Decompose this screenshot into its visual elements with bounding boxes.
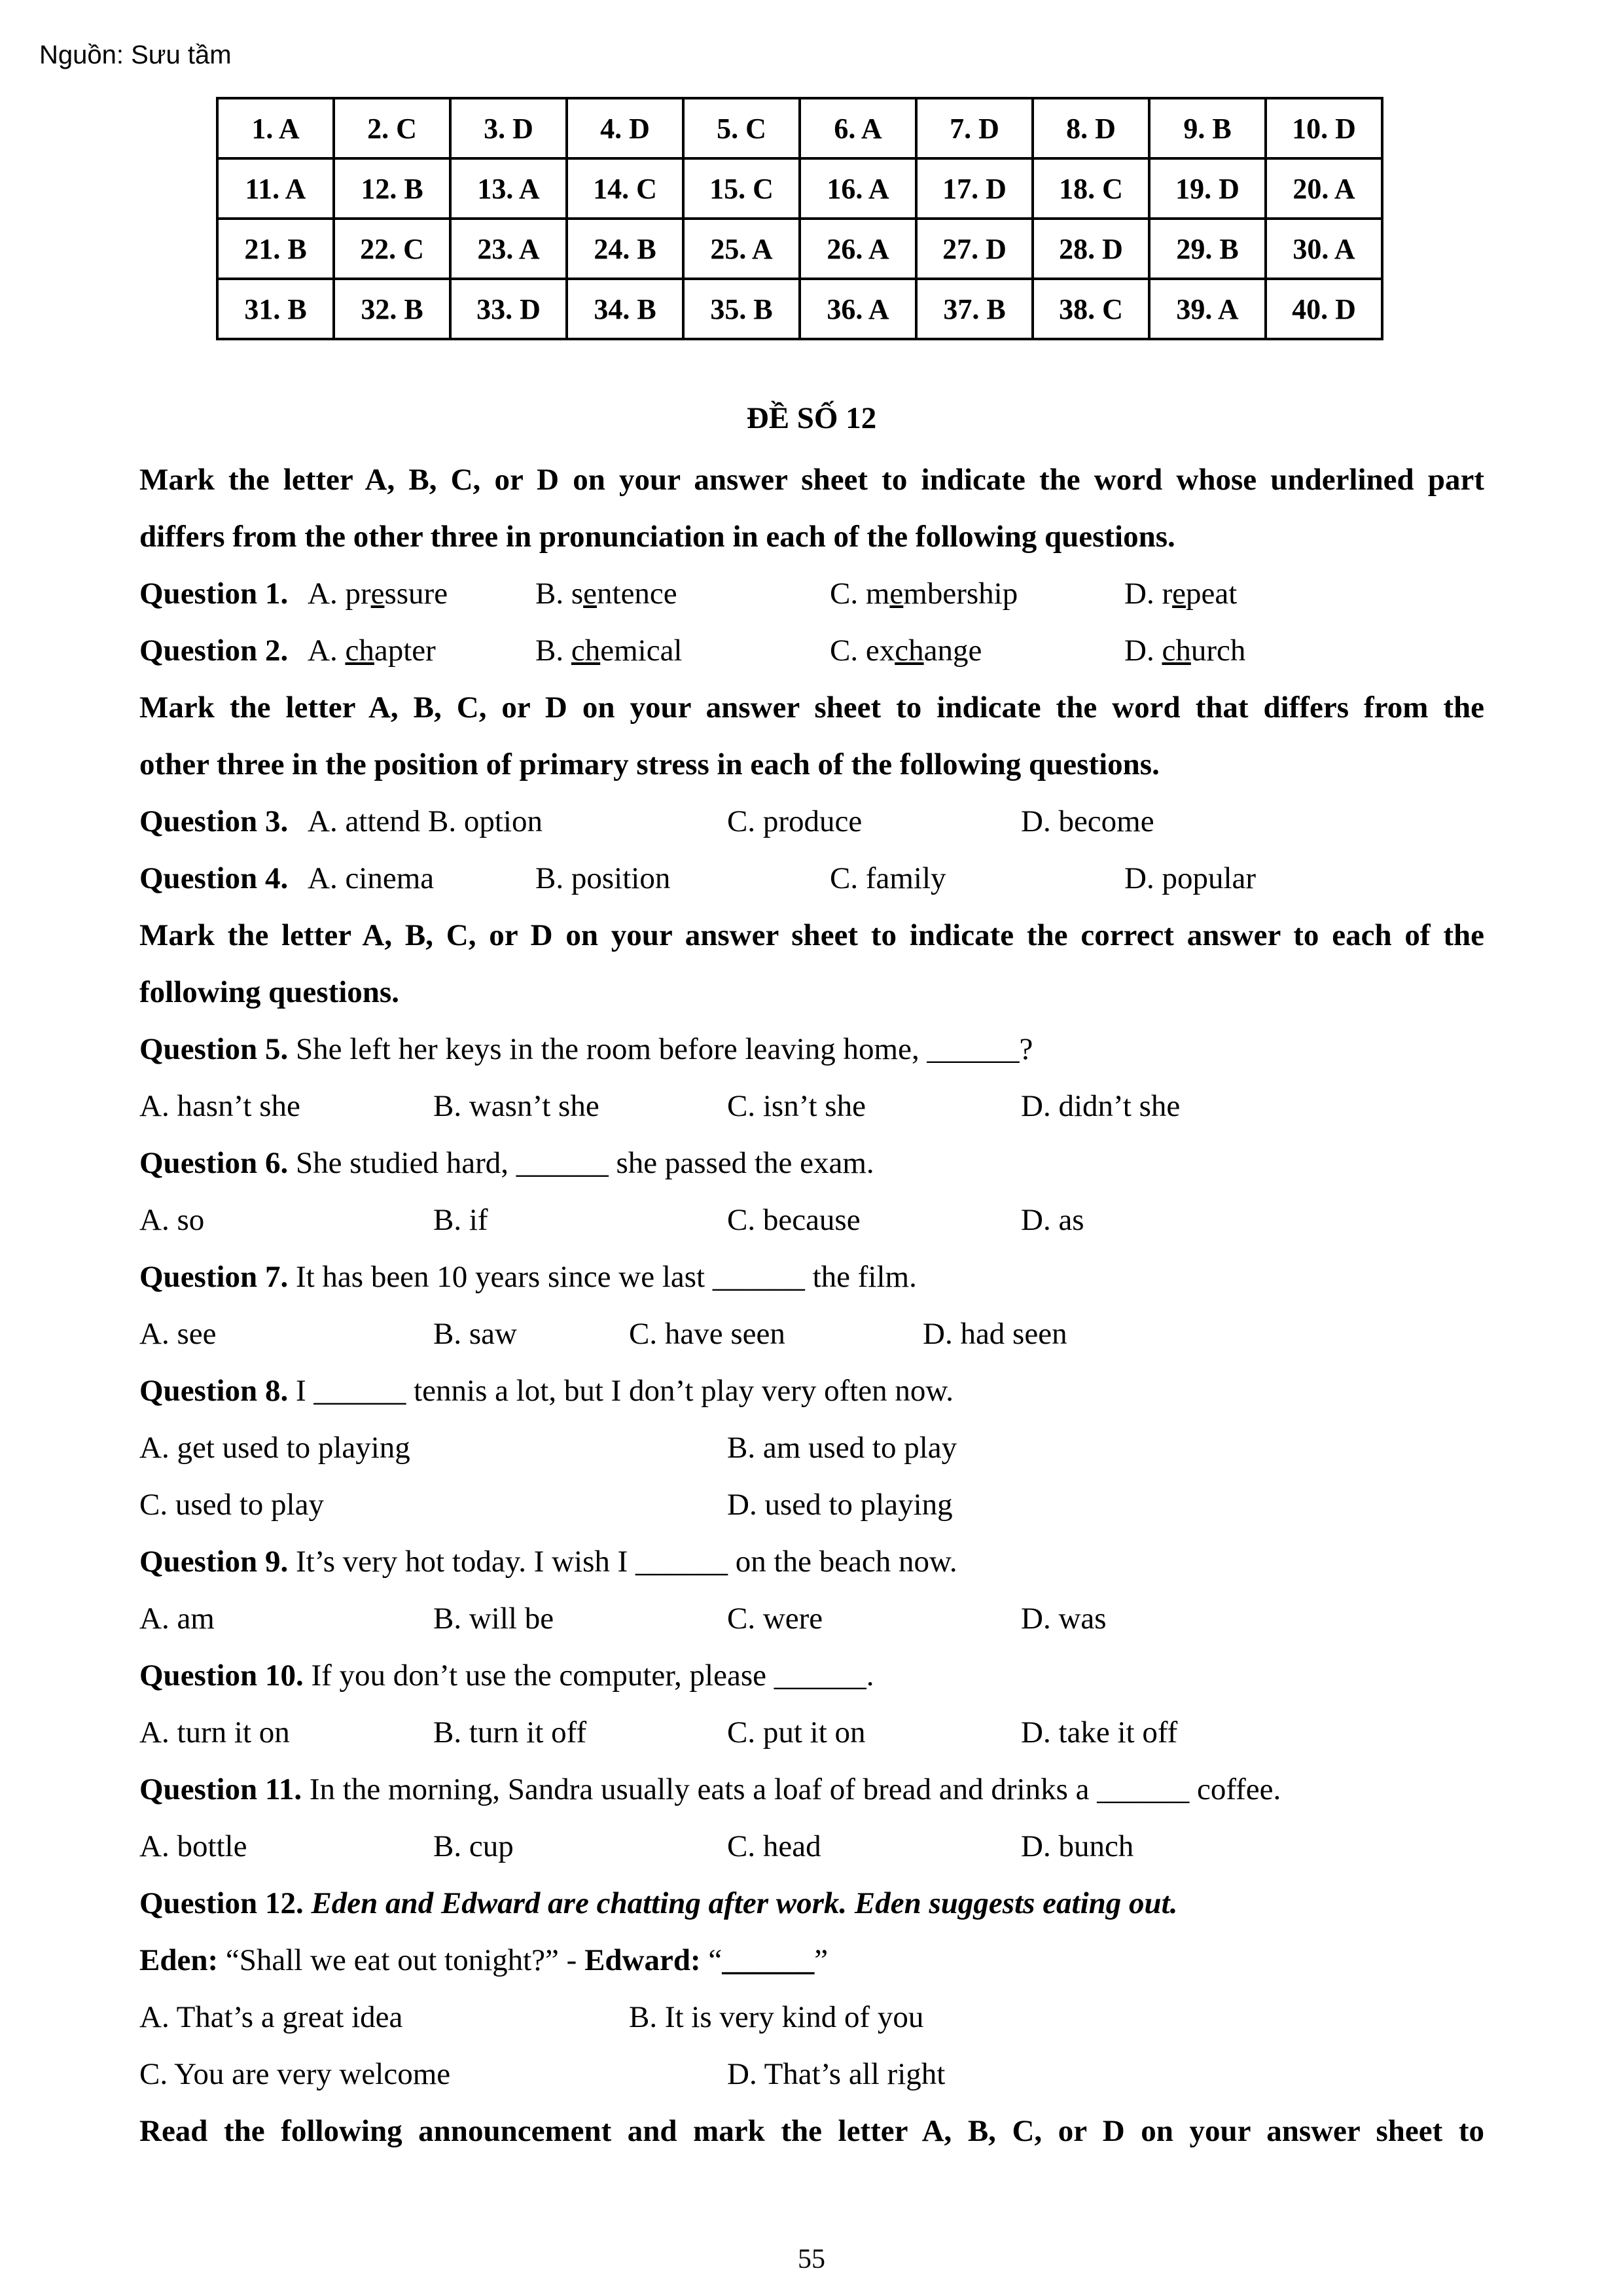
question-10-options — [139, 1704, 1484, 1761]
question-label: Question 12. — [139, 1886, 304, 1920]
question-12-options-row1 — [139, 1989, 1484, 2046]
question-label: Question 3. — [139, 804, 289, 838]
question-11 — [139, 1761, 1484, 1818]
answer-key-cell: 34. B — [567, 279, 683, 339]
answer-key-cell: 12. B — [334, 158, 450, 219]
answer-key-cell: 39. A — [1149, 279, 1266, 339]
option-b: B. saw — [433, 1317, 517, 1351]
instruction-pronunciation-line1: Mark the letter A, B, C, or D on your answer sheet to indicate the word whose underlined part — [139, 463, 1484, 497]
answer-key-cell: 25. A — [683, 219, 800, 279]
option-d: D. as — [1021, 1203, 1084, 1237]
question-5-options — [139, 1078, 1484, 1135]
question-4 — [139, 850, 1484, 907]
option-b: B. sentence — [535, 577, 677, 611]
page-number: 55 — [798, 2244, 825, 2274]
open-quote: “ — [708, 1943, 722, 1977]
answer-key-cell: 19. D — [1149, 158, 1266, 219]
answer-key-cell: 35. B — [683, 279, 800, 339]
question-text: It has been 10 years since we last ______ the film. — [295, 1260, 917, 1294]
answer-key-cell: 37. B — [916, 279, 1033, 339]
dialogue-line: “Shall we eat out tonight?” - — [225, 1943, 585, 1977]
option-c: C. were — [727, 1602, 823, 1636]
option-c: C. membership — [830, 577, 1018, 611]
question-12-dialogue — [139, 1932, 1484, 1989]
answer-key-cell: 5. C — [683, 98, 800, 158]
option-c: C. used to play — [139, 1488, 324, 1522]
answer-key-cell: 18. C — [1033, 158, 1149, 219]
answer-key-cell: 15. C — [683, 158, 800, 219]
answer-key-cell: 32. B — [334, 279, 450, 339]
option-c: C. because — [727, 1203, 861, 1237]
answer-key-cell: 28. D — [1033, 219, 1149, 279]
question-8-options-row1 — [139, 1420, 1484, 1477]
question-6 — [139, 1135, 1484, 1192]
option-a: A. see — [139, 1317, 217, 1351]
answer-key-cell: 33. D — [450, 279, 567, 339]
instruction-announcement: Read the following announcement and mark the letter A, B, C, or D on your answer sheet to — [139, 2114, 1484, 2148]
answer-key-row — [217, 279, 1382, 339]
answer-key-cell: 7. D — [916, 98, 1033, 158]
option-c: C. You are very welcome — [139, 2057, 451, 2091]
question-text: She studied hard, ______ she passed the exam. — [295, 1146, 874, 1180]
option-b: B. am used to play — [727, 1431, 957, 1465]
question-2 — [139, 622, 1484, 679]
option-c: C. have seen — [629, 1317, 785, 1351]
answer-key-row — [217, 158, 1382, 219]
option-c: C. head — [727, 1829, 821, 1863]
question-9-options — [139, 1590, 1484, 1647]
answer-key-table — [216, 97, 1383, 340]
question-label: Question 7. — [139, 1260, 289, 1294]
answer-key-cell: 13. A — [450, 158, 567, 219]
option-d: D. bunch — [1021, 1829, 1134, 1863]
answer-key-cell: 26. A — [800, 219, 916, 279]
answer-key-cell: 16. A — [800, 158, 916, 219]
option-d: D. That’s all right — [727, 2057, 946, 2091]
option-b: B. turn it off — [433, 1715, 587, 1749]
option-a: A. hasn’t she — [139, 1089, 300, 1123]
option-a: A. That’s a great idea — [139, 2000, 403, 2034]
instruction-correct-line1: Mark the letter A, B, C, or D on your answer sheet to indicate the correct answer to each of the — [139, 918, 1484, 952]
question-text: It’s very hot today. I wish I ______ on the beach now. — [295, 1545, 957, 1579]
answer-key-cell: 29. B — [1149, 219, 1266, 279]
option-c: C. family — [830, 861, 946, 895]
question-label: Question 2. — [139, 634, 289, 668]
answer-key-cell: 14. C — [567, 158, 683, 219]
answer-key-cell: 31. B — [217, 279, 334, 339]
speaker-edward: Edward: — [584, 1943, 701, 1977]
option-b: B. position — [535, 861, 671, 895]
option-d: D. was — [1021, 1602, 1107, 1636]
question-9 — [139, 1534, 1484, 1590]
option-a: A. so — [139, 1203, 205, 1237]
question-10 — [139, 1647, 1484, 1704]
option-d: D. repeat — [1124, 577, 1238, 611]
option-a: A. get used to playing — [139, 1431, 410, 1465]
option-a-b: A. attend B. option — [308, 804, 543, 838]
question-7-options — [139, 1306, 1484, 1363]
option-d: D. church — [1124, 634, 1246, 668]
option-c: C. exchange — [830, 634, 982, 668]
question-7 — [139, 1249, 1484, 1306]
answer-key-cell: 9. B — [1149, 98, 1266, 158]
option-d: D. take it off — [1021, 1715, 1178, 1749]
answer-key-cell: 6. A — [800, 98, 916, 158]
instruction-correct-line2: following questions. — [139, 975, 399, 1009]
question-label: Question 4. — [139, 861, 289, 895]
option-c: C. produce — [727, 804, 863, 838]
option-b: B. wasn’t she — [433, 1089, 599, 1123]
exam-content — [139, 452, 1484, 2160]
question-context: Eden and Edward are chatting after work. Eden suggests eating out. — [311, 1886, 1178, 1920]
option-d: D. had seen — [923, 1317, 1067, 1351]
question-text: If you don’t use the computer, please ______. — [311, 1659, 874, 1693]
answer-key-cell: 4. D — [567, 98, 683, 158]
question-text: She left her keys in the room before leaving home, ______? — [295, 1032, 1033, 1066]
question-5 — [139, 1021, 1484, 1078]
option-d: D. popular — [1124, 861, 1257, 895]
question-6-options — [139, 1192, 1484, 1249]
answer-key-cell: 8. D — [1033, 98, 1149, 158]
question-12 — [139, 1875, 1484, 1932]
answer-key-cell: 30. A — [1266, 219, 1382, 279]
answer-key-cell: 40. D — [1266, 279, 1382, 339]
option-c: C. put it on — [727, 1715, 866, 1749]
speaker-eden: Eden: — [139, 1943, 219, 1977]
option-c: C. isn’t she — [727, 1089, 866, 1123]
option-b: B. chemical — [535, 634, 683, 668]
question-12-options-row2 — [139, 2046, 1484, 2103]
close-quote: ” — [814, 1943, 829, 1977]
exam-title: ĐỀ SỐ 12 — [746, 401, 877, 435]
answer-key-cell: 20. A — [1266, 158, 1382, 219]
question-text: I ______ tennis a lot, but I don’t play very often now. — [295, 1374, 954, 1408]
answer-key-cell: 17. D — [916, 158, 1033, 219]
answer-key-cell: 3. D — [450, 98, 567, 158]
option-d: D. used to playing — [727, 1488, 953, 1522]
answer-key-cell: 21. B — [217, 219, 334, 279]
question-label: Question 8. — [139, 1374, 289, 1408]
option-a: A. chapter — [308, 634, 436, 668]
option-a: A. pressure — [308, 577, 448, 611]
answer-key-cell: 24. B — [567, 219, 683, 279]
answer-key-cell: 36. A — [800, 279, 916, 339]
option-b: B. It is very kind of you — [629, 2000, 924, 2034]
option-a: A. turn it on — [139, 1715, 290, 1749]
question-label: Question 1. — [139, 577, 289, 611]
question-8 — [139, 1363, 1484, 1420]
option-b: B. will be — [433, 1602, 554, 1636]
option-a: A. cinema — [308, 861, 435, 895]
option-d: D. become — [1021, 804, 1154, 838]
question-1 — [139, 565, 1484, 622]
answer-key-cell: 10. D — [1266, 98, 1382, 158]
option-d: D. didn’t she — [1021, 1089, 1181, 1123]
instruction-stress-line1: Mark the letter A, B, C, or D on your answer sheet to indicate the word that differs from the — [139, 691, 1484, 725]
question-label: Question 10. — [139, 1659, 304, 1693]
option-a: A. bottle — [139, 1829, 247, 1863]
option-a: A. am — [139, 1602, 215, 1636]
answer-key-cell: 22. C — [334, 219, 450, 279]
question-label: Question 11. — [139, 1772, 302, 1806]
question-3 — [139, 793, 1484, 850]
answer-key-cell: 38. C — [1033, 279, 1149, 339]
source-note: Nguồn: Sưu tầm — [39, 41, 232, 69]
question-text: In the morning, Sandra usually eats a loaf of bread and drinks a ______ coffee. — [309, 1772, 1281, 1806]
instruction-stress-line2: other three in the position of primary stress in each of the following questions. — [139, 747, 1160, 781]
question-label: Question 5. — [139, 1032, 289, 1066]
instruction-pronunciation-line2: differs from the other three in pronunciation in each of the following questions. — [139, 520, 1175, 554]
answer-key-cell: 2. C — [334, 98, 450, 158]
option-b: B. if — [433, 1203, 488, 1237]
answer-blank: ______ — [722, 1943, 815, 1977]
question-11-options — [139, 1818, 1484, 1875]
answer-key-cell: 27. D — [916, 219, 1033, 279]
answer-key-cell: 1. A — [217, 98, 334, 158]
question-label: Question 9. — [139, 1545, 289, 1579]
question-8-options-row2 — [139, 1477, 1484, 1534]
option-b: B. cup — [433, 1829, 514, 1863]
answer-key-cell: 23. A — [450, 219, 567, 279]
answer-key-row — [217, 219, 1382, 279]
answer-key-row — [217, 98, 1382, 158]
answer-key-cell: 11. A — [217, 158, 334, 219]
question-label: Question 6. — [139, 1146, 289, 1180]
